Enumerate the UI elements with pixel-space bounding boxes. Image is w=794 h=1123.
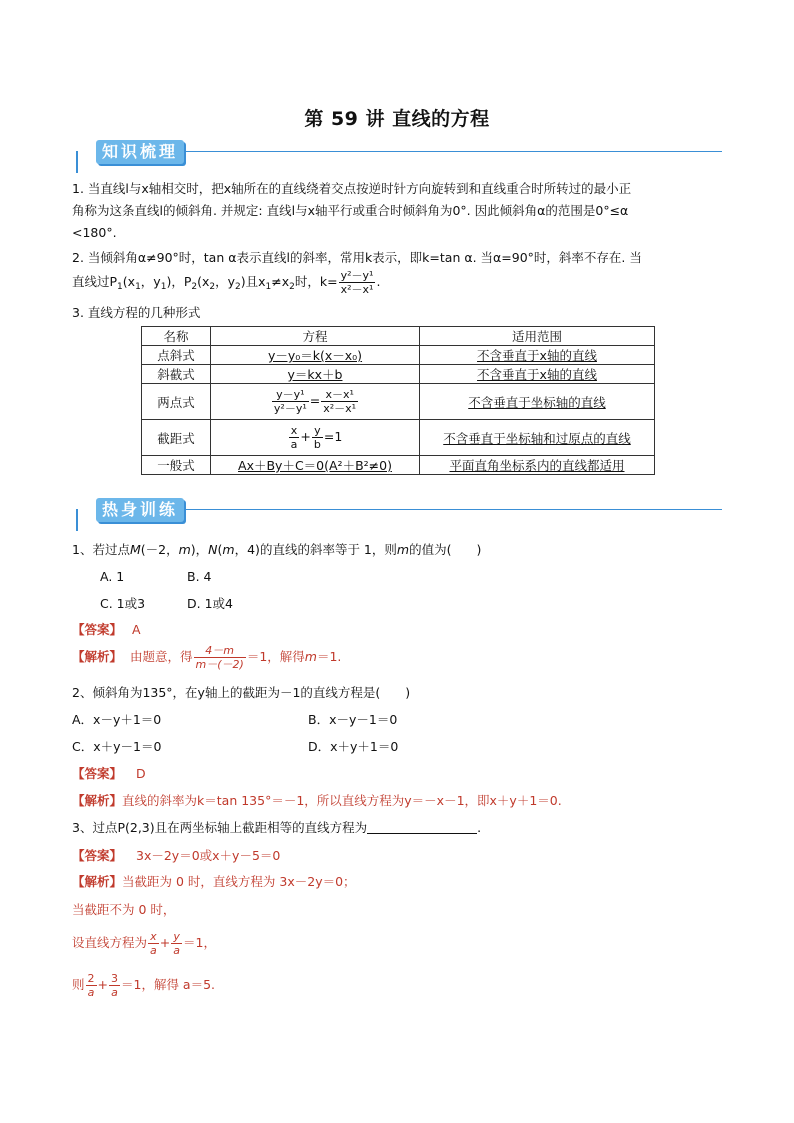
table-row: 点斜式 y－y₀＝k(x－x₀) 不含垂直于x轴的直线 bbox=[142, 346, 655, 365]
q1-option-b: B. 4 bbox=[187, 569, 212, 584]
page-title: 第 59 讲 直线的方程 bbox=[304, 108, 490, 130]
table-row: 两点式 $\frac{\text{y－y¹}}{\text{y²－y¹}}$ = $\frac{\text{x－x¹}}{\text{x²－x¹}}$ 不含垂直于坐标轴的直线 bbox=[142, 384, 655, 420]
q1-option-c: C. 1或3 bbox=[100, 596, 146, 611]
table-row: 斜截式 y＝kx＋b 不含垂直于x轴的直线 bbox=[142, 365, 655, 384]
table-header-eq: 方程 bbox=[211, 327, 420, 346]
table-header-name: 名称 bbox=[142, 327, 211, 346]
knowledge-p3: 3. 直线方程的几种形式 bbox=[72, 305, 201, 320]
section-header-warmup bbox=[72, 498, 722, 538]
q3-analysis-1: 【解析】当截距为 0 时，直线方程为 3x－2y＝0； bbox=[72, 874, 356, 889]
knowledge-block bbox=[72, 178, 722, 324]
q2-analysis: 【解析】直线的斜率为k＝tan 135°＝－1，所以直线方程为y＝－x－1，即x＋y＋1＝0. bbox=[72, 793, 562, 808]
q3-stem: 3、过点P(2,3)且在两坐标轴上截距相等的直线方程为 . bbox=[72, 820, 482, 835]
knowledge-p1c: <180°. bbox=[72, 225, 117, 240]
q3-answer-blank bbox=[367, 819, 477, 834]
table-row: 截距式 $\frac{x}{a}$ + $\frac{y}{b}$ =1 不含垂直于坐标轴和过原点的直线 bbox=[142, 420, 655, 456]
q2-option-a: A．x－y＋1＝0 bbox=[72, 712, 162, 727]
knowledge-p2a: 2. 当倾斜角α≠90°时，tan α表示直线l的斜率，常用k表示，即k=tan α. 当α=90°时，斜率不存在. 当 bbox=[72, 250, 642, 265]
q2-option-b: B．x－y－1＝0 bbox=[308, 712, 398, 727]
q1-option-a: A. 1 bbox=[100, 569, 125, 584]
q3-analysis-4: 则 $\frac{2}{a}$ + $\frac{3}{a}$ ＝1，解得 a＝5. bbox=[72, 972, 216, 999]
slope-fraction: $\frac{\text{y²－y¹}}{\text{x²－x¹}}$ bbox=[340, 269, 374, 296]
q2-option-d: D．x＋y＋1＝0 bbox=[308, 739, 399, 754]
section-header-knowledge bbox=[72, 140, 722, 180]
section-badge-knowledge: 知识梳理 bbox=[96, 140, 184, 164]
table-header-range: 适用范围 bbox=[420, 327, 655, 346]
q2-stem: 2、倾斜角为135°，在y轴上的截距为－1的直线方程是( ) bbox=[72, 685, 411, 700]
q1-option-d: D. 1或4 bbox=[187, 596, 233, 611]
q1-stem: 1、若过点M(－2，m)，N(m，4)的直线的斜率等于 1，则m的值为( ) bbox=[72, 542, 482, 557]
knowledge-p2b: 直线过$P_1(x_1$，$y_1$)，$P_2(x_2$，$y_2$)且$x_1\ne x_2$时，k= $\frac{\text{y²－y¹}}{\text{x²－x¹}}$ . bbox=[72, 269, 381, 296]
q3-analysis-2: 当截距不为 0 时， bbox=[72, 902, 176, 917]
two-point-formula: $\frac{\text{y－y¹}}{\text{y²－y¹}}$ = $\frac{\text{x－x¹}}{\text{x²－x¹}}$ bbox=[211, 384, 420, 420]
q3-analysis-3: 设直线方程为 $\frac{x}{a}$ + $\frac{y}{a}$ ＝1， bbox=[72, 930, 216, 957]
intercept-formula: $\frac{x}{a}$ + $\frac{y}{b}$ =1 bbox=[211, 420, 420, 456]
q3-answer: 【答案】 3x－2y＝0或x＋y－5＝0 bbox=[72, 848, 281, 863]
q1-slope-fraction: $\frac{4-m}{m-(-2)}$ bbox=[195, 644, 244, 671]
table-row: 一般式 Ax＋By＋C＝0(A²＋B²≠0) 平面直角坐标系内的直线都适用 bbox=[142, 456, 655, 475]
q2-option-c: C．x＋y－1＝0 bbox=[72, 739, 162, 754]
table-header-row bbox=[142, 327, 655, 346]
knowledge-p1b: 角称为这条直线l的倾斜角. 并规定: 直线l与x轴平行或重合时倾斜角为0°. 因此倾斜角α的范围是0°≤α bbox=[72, 203, 629, 218]
q1-answer: 【答案】 A bbox=[72, 622, 141, 637]
knowledge-p1: 1. 当直线l与x轴相交时，把x轴所在的直线绕着交点按逆时针方向旋转到和直线重合时所转过的最小正 bbox=[72, 181, 632, 196]
line-forms-table bbox=[141, 326, 655, 475]
q2-answer: 【答案】 D bbox=[72, 766, 146, 781]
section-badge-warmup: 热身训练 bbox=[96, 498, 184, 522]
q1-analysis: 【解析】 由题意，得 $\frac{4-m}{m-(-2)}$ ＝1，解得m＝1. bbox=[72, 644, 342, 671]
